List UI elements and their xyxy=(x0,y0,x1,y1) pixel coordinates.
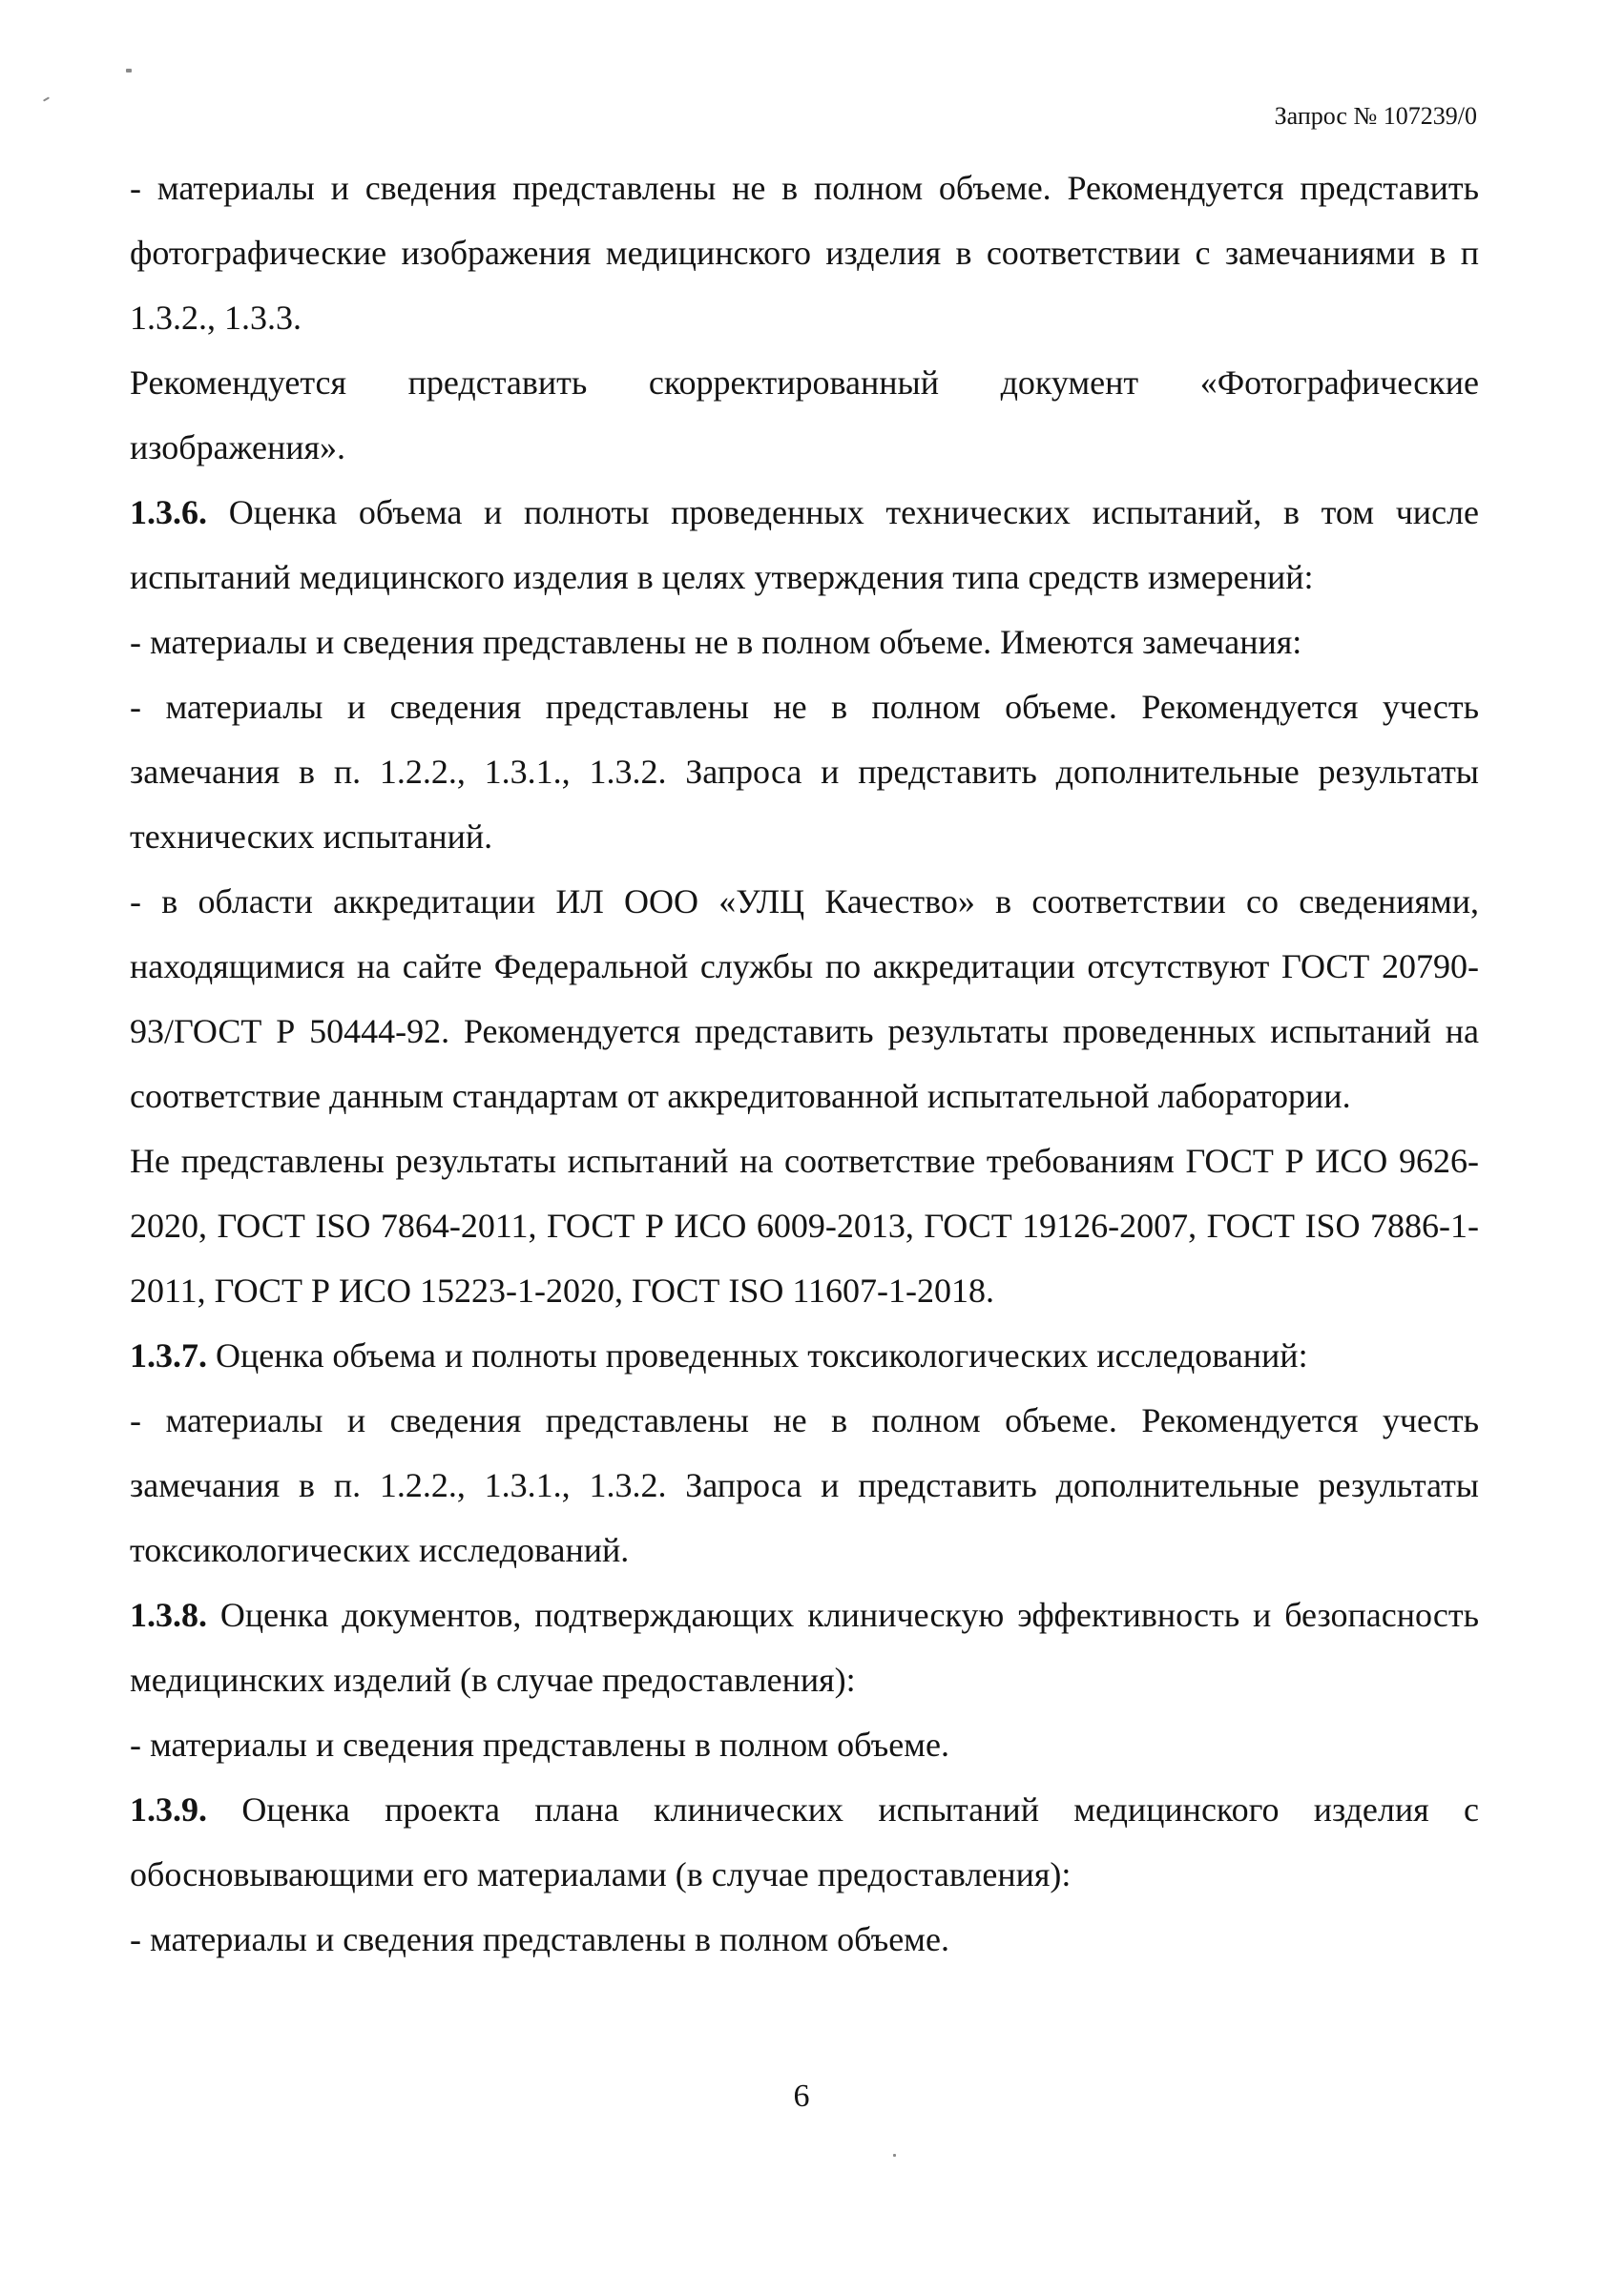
section-number: 1.3.8. xyxy=(130,1596,207,1634)
scan-speck xyxy=(43,96,50,101)
section-title: Оценка объема и полноты проведенных технических испытаний, в том числе испытаний медицинского изделия в целях утверждения типа средств измерений: xyxy=(130,493,1479,596)
scan-speck xyxy=(893,2154,896,2157)
section-1-3-9-heading xyxy=(130,1777,1479,1907)
section-1-3-9-line: - материалы и сведения представлены в полном объеме. xyxy=(130,1920,949,1958)
section-title: Оценка проекта плана клинических испытаний медицинского изделия с обосновывающими его материалами (в случае предоставления): xyxy=(130,1790,1479,1893)
paragraph-materials-photos: - материалы и сведения представлены не в полном объеме. Рекомендуется представить фотографические изображения медицинского изделия в соответствии с замечаниями в п 1.3.2., 1.3.3. xyxy=(130,169,1479,337)
paragraph-recommendation-photos: Рекомендуется представить скорректированный документ «Фотографические изображения». xyxy=(130,363,1479,466)
section-1-3-6-line: Не представлены результаты испытаний на соответствие требованиям ГОСТ Р ИСО 9626-2020, ГОСТ ISO 7864-2011, ГОСТ Р ИСО 6009-2013, ГОСТ 19126-2007, ГОСТ ISO 7886-1-2011, ГОСТ Р ИСО 15223-1-2020, ГОСТ ISO 11607-1-2018. xyxy=(130,1142,1479,1310)
section-1-3-6-line: - в области аккредитации ИЛ ООО «УЛЦ Качество» в соответствии со сведениями, находящимися на сайте Федеральной службы по аккредитации отсутствуют ГОСТ 20790-93/ГОСТ Р 50444-92. Рекомендуется представить результаты проведенных испытаний на соответствие данным стандартам от аккредитованной испытательной лаборатории. xyxy=(130,882,1479,1115)
section-1-3-6-line: - материалы и сведения представлены не в полном объеме. Имеются замечания: xyxy=(130,623,1302,661)
section-1-3-7-heading xyxy=(130,1323,1479,1388)
section-title: Оценка документов, подтверждающих клиническую эффективность и безопасность медицинских изделий (в случае предоставления): xyxy=(130,1596,1479,1699)
document-body xyxy=(130,155,1479,1972)
section-1-3-8-line: - материалы и сведения представлены в полном объеме. xyxy=(130,1726,949,1764)
section-1-3-6-heading xyxy=(130,480,1479,610)
section-number: 1.3.6. xyxy=(130,493,207,531)
request-reference: Запрос № 107239/0 xyxy=(1274,102,1477,130)
section-1-3-8-heading xyxy=(130,1582,1479,1712)
scan-speck xyxy=(126,69,132,72)
section-number: 1.3.9. xyxy=(130,1790,207,1829)
section-1-3-6-line: - материалы и сведения представлены не в полном объеме. Рекомендуется учесть замечания в п. 1.2.2., 1.3.1., 1.3.2. Запроса и представить дополнительные результаты технических испытаний. xyxy=(130,688,1479,856)
section-1-3-7-line: - материалы и сведения представлены не в полном объеме. Рекомендуется учесть замечания в п. 1.2.2., 1.3.1., 1.3.2. Запроса и представить дополнительные результаты токсикологических исследований. xyxy=(130,1401,1479,1569)
page-number: 6 xyxy=(793,2079,810,2114)
section-title: Оценка объема и полноты проведенных токсикологических исследований: xyxy=(207,1336,1308,1375)
section-number: 1.3.7. xyxy=(130,1336,207,1375)
